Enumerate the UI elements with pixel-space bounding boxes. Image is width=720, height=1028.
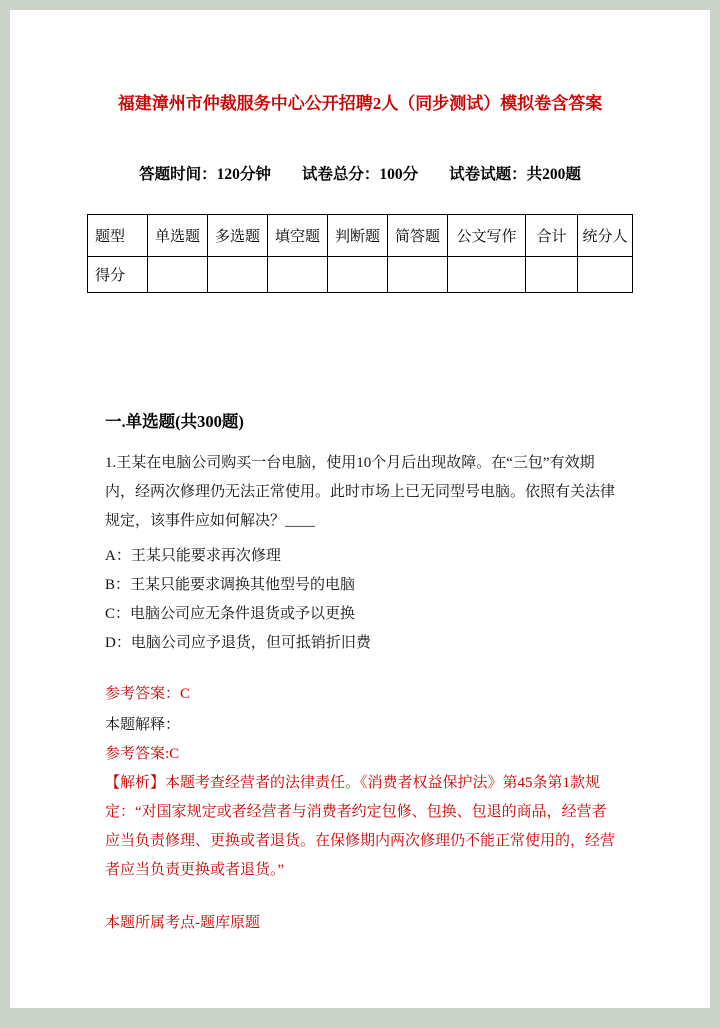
question-stem: 1.王某在电脑公司购买一台电脑，使用10个月后出现故障。在“三包”有效期内，经两次修理仍无法正常使用。此时市场上已无同型号电脑。依照有关法律规定，该事件应如何解决？____ bbox=[105, 455, 616, 529]
score-table-header-true-false: 判断题 bbox=[328, 215, 388, 257]
score-table-header-multi-choice: 多选题 bbox=[208, 215, 268, 257]
score-table-score-row bbox=[88, 257, 633, 293]
score-table-header-single-choice: 单选题 bbox=[148, 215, 208, 257]
score-table-header-type: 题型 bbox=[88, 215, 148, 257]
score-cell-empty bbox=[328, 257, 388, 293]
score-row-label: 得分 bbox=[88, 257, 148, 293]
score-cell-empty bbox=[526, 257, 578, 293]
score-table-header-total: 合计 bbox=[526, 215, 578, 257]
question-option-c: C：电脑公司应无条件退货或予以更换 bbox=[105, 606, 356, 622]
analysis-text: 【解析】本题考查经营者的法律责任。《消费者权益保护法》第45条第1款规定：“对国家规定或者经营者与消费者约定包修、包换、包退的商品，经营者应当负责修理、更换或者退货。在保修期内两次修理仍不能正常使用的，经营者应当负责更换或者退货。” bbox=[105, 775, 616, 878]
section-heading: 一.单选题(共300题) bbox=[105, 412, 244, 431]
explanation-label: 本题解释： bbox=[105, 717, 181, 733]
score-cell-empty bbox=[208, 257, 268, 293]
score-table-header-fill-blank: 填空题 bbox=[268, 215, 328, 257]
score-table-header-official-writing: 公文写作 bbox=[448, 215, 526, 257]
score-cell-empty bbox=[148, 257, 208, 293]
reference-answer-secondary: 参考答案:C bbox=[105, 746, 180, 762]
score-cell-empty bbox=[388, 257, 448, 293]
question-option-a: A：王某只能要求再次修理 bbox=[105, 548, 281, 564]
question-option-d: D：电脑公司应予退货，但可抵销折旧费 bbox=[105, 635, 371, 651]
document-page bbox=[10, 10, 710, 1008]
score-cell-empty bbox=[578, 257, 633, 293]
question-section bbox=[105, 411, 615, 938]
score-table-header-row bbox=[88, 215, 633, 257]
document-title: 福建漳州市仲裁服务中心公开招聘2人（同步测试）模拟卷含答案 bbox=[117, 94, 603, 113]
score-table bbox=[87, 214, 633, 293]
exam-info-line: 答题时间：120分钟 试卷总分：100分 试卷试题：共200题 bbox=[139, 166, 581, 183]
reference-answer: 参考答案：C bbox=[105, 686, 191, 702]
score-cell-empty bbox=[268, 257, 328, 293]
question-option-b: B：王某只能要求调换其他型号的电脑 bbox=[105, 577, 356, 593]
score-table-header-scorer: 统分人 bbox=[578, 215, 633, 257]
score-table-header-short-answer: 简答题 bbox=[388, 215, 448, 257]
score-cell-empty bbox=[448, 257, 526, 293]
source-note: 本题所属考点-题库原题 bbox=[105, 915, 260, 931]
